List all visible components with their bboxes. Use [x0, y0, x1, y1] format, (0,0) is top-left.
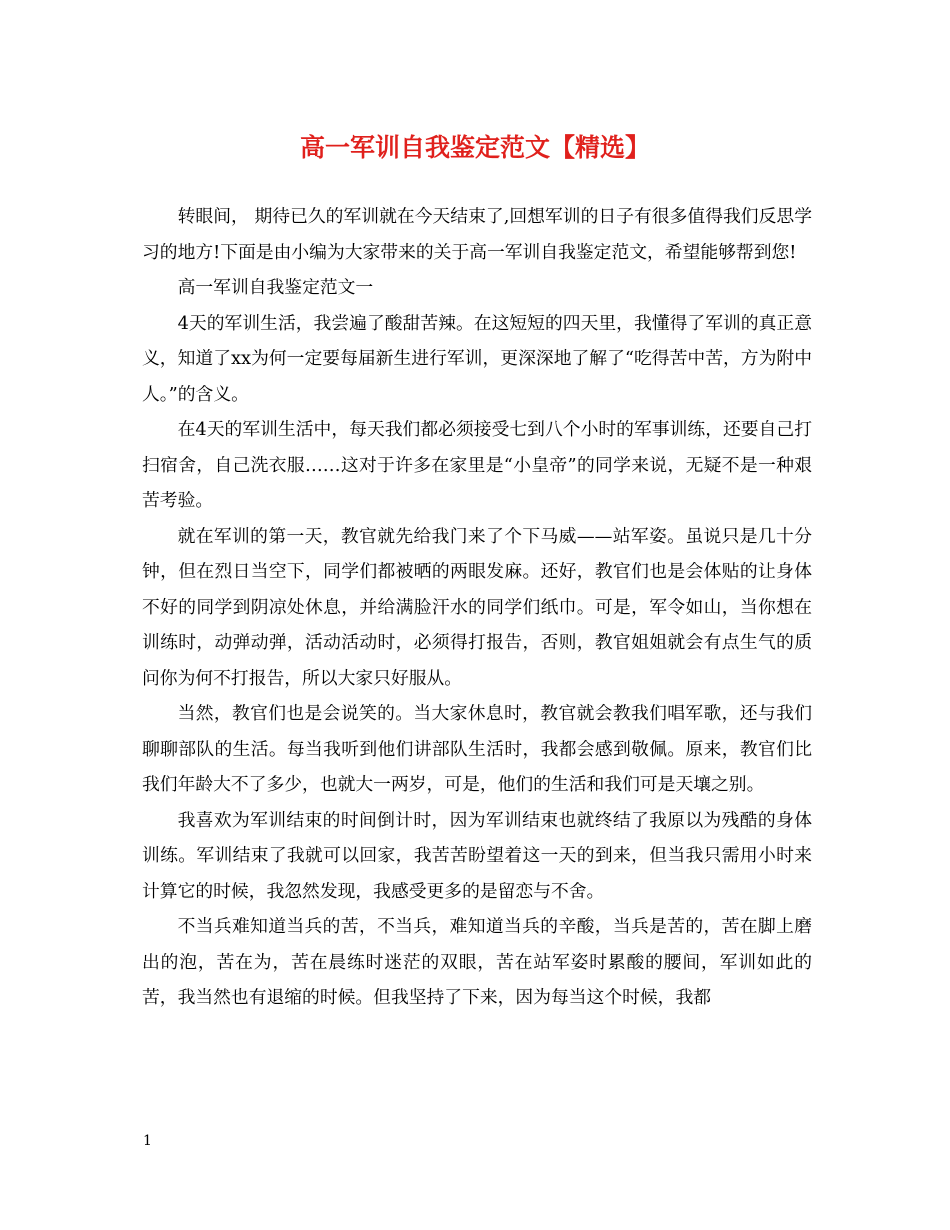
document-body — [142, 199, 812, 1016]
paragraph: 不当兵难知道当兵的苦，不当兵，难知道当兵的辛酸，当兵是苦的，苦在脚上磨出的泡，苦在为，苦在晨练时迷茫的双眼，苦在站军姿时累酸的腰间，军训如此的苦，我当然也有退缩的时候。但我坚持了下来，因为每当这个时候，我都 — [142, 916, 812, 1008]
paragraph: 4天的军训生活，我尝遍了酸甜苦辣。在这短短的四天里，我懂得了军训的真正意义，知道了xx为何一定要每届新生进行军训，更深深地了解了“吃得苦中苦，方为附中人。”的含义。 — [142, 312, 812, 405]
paragraph-intro: 转眼间， 期待已久的军训就在今天结束了,回想军训的日子有很多值得我们反思学习的地方!下面是由小编为大家带来的关于高一军训自我鉴定范文，希望能够帮到您! — [142, 206, 812, 263]
paragraph: 我喜欢为军训结束的时间倒计时，因为军训结束也就终结了我原以为残酷的身体训练。军训结束了我就可以回家，我苦苦盼望着这一天的到来，但当我只需用小时来计算它的时候，我忽然发现，我感受更多的是留恋与不舍。 — [142, 809, 812, 902]
document-title: 高一军训自我鉴定范文【精选】 — [299, 133, 650, 162]
section-heading: 高一军训自我鉴定范文一 — [177, 277, 374, 298]
page-number: 1 — [143, 1133, 152, 1149]
paragraph: 在4天的军训生活中，每天我们都必须接受七到八个小时的军事训练，还要自己打扫宿舍，自己洗衣服……这对于许多在家里是“小皇帝”的同学来说，无疑不是一种艰苦考验。 — [142, 419, 812, 511]
paragraph: 当然，教官们也是会说笑的。当大家休息时，教官就会教我们唱军歌，还与我们聊聊部队的生活。每当我听到他们讲部队生活时，我都会感到敬佩。原来，教官们比我们年龄大不了多少，也就大一两岁，可是，他们的生活和我们可是天壤之别。 — [142, 703, 812, 795]
paragraph: 就在军训的第一天，教官就先给我门来了个下马威——站军姿。虽说只是几十分钟，但在烈日当空下，同学们都被晒的两眼发麻。还好，教官们也是会体贴的让身体不好的同学到阴凉处休息，并给满脸汗水的同学们纸巾。可是，军令如山，当你想在训练时，动弹动弹，活动活动时，必须得打报告，否则，教官姐姐就会有点生气的质问你为何不打报告，所以大家只好服从。 — [142, 525, 812, 689]
